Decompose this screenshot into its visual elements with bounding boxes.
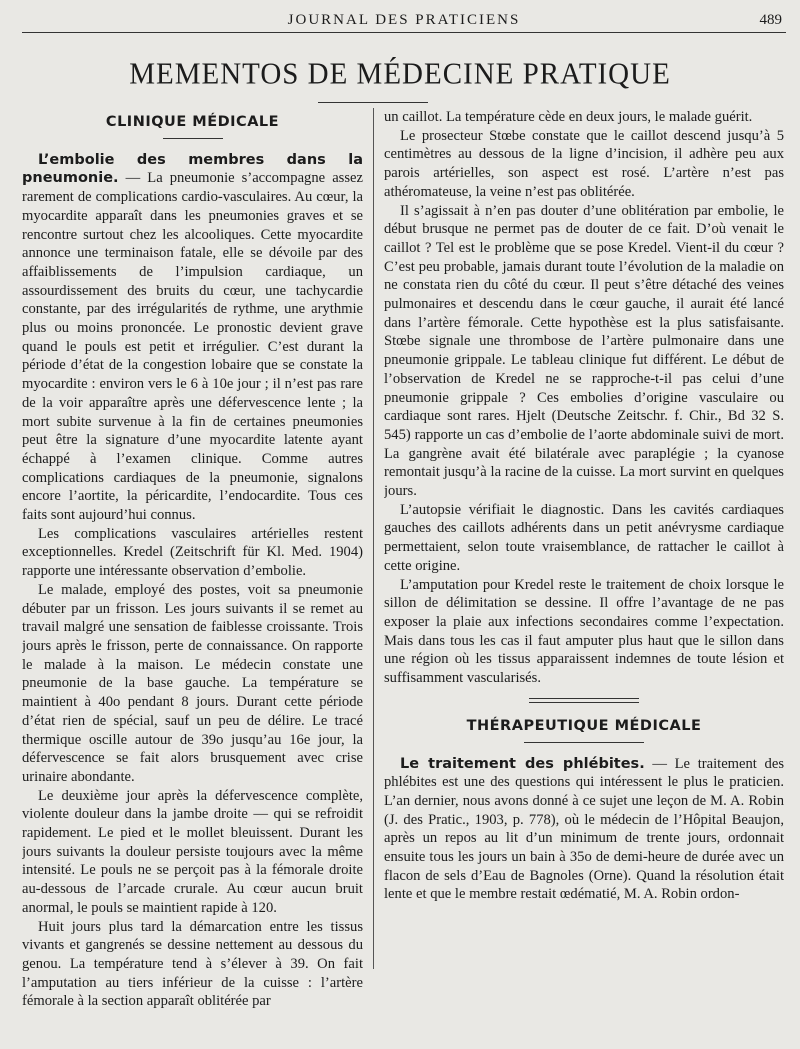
article-paragraph-intro — [384, 755, 784, 905]
section-rule — [163, 138, 223, 139]
body-paragraph: Le prosecteur Stœbe constate que le caillot descend jusqu’à 5 centimètres au dessous de la ligne d’incision, il adhère peu aux parois artérielles, son aspect est rosé. L’artère n’est pas athéromateuse, la veine n’est pas oblitérée. — [384, 127, 784, 200]
left-column — [22, 108, 363, 1029]
right-column — [384, 108, 784, 1029]
article-paragraph-intro — [22, 151, 363, 525]
section-break-rule — [529, 698, 639, 703]
body-paragraph: Les complications vasculaires artérielles restent exceptionnelles. Kredel (Zeitschrift für Kl. Med. 1904) rapporte une intéressante observation d’embolie. — [22, 525, 363, 580]
body-paragraph: Il s’agissait à n’en pas douter d’une oblitération par embolie, le début brusque ne permet pas de douter de ce fait. D’où venait le caillot ? Tel est le problème que se pose Kredel. Vient-il du cœur ? C’est peu probable, jamais durant toute l’évolution de la maladie on ne constata rien du côté du cœur. Il peut s’être détaché des veines pulmonaires et descendu dans le cœur gauche, il aurait été lancé dans l’artère fémorale. Cette hypothèse est la plus satisfaisante. Stœbe signale une thrombose de l’artère pulmonaire dans une pneumonie grippale. Le tableau clinique fut différent. Le début de l’observation de Kredel ne se rapproche-t-il pas celui d’une pneumonie grippale ? Ces embolies d’origine vasculaire ou cardiaque sont rares. Hjelt (Deutsche Zeitschr. f. Chir., Bd 32 S. 545) rapporte un cas d’embolie de l’aorte abdominale suivi de mort. La gangrène avait été bilatérale avec paraplégie ; la cyanose remontait jusqu’à la racine de la cuisse. La mort survint en quelques jours. — [384, 202, 784, 500]
body-paragraph: L’amputation pour Kredel reste le traitement de choix lorsque le sillon de délimitation se dessine. Il offre l’avantage de ne pas exposer la plaie aux infections secondaires comme l’expectation. Mais dans tous les cas il faut amputer plus haut que le sillon dans une région où les tissus apparaissent indemnes de toute lésion et suffisamment vascularisés. — [384, 576, 784, 687]
body-paragraph: Huit jours plus tard la démarcation entre les tissus vivants et gangrenés se dessine nettement au dessous du genou. La température tend à s’élever à 39. On fait l’amputation au tiers inférieur de la cuisse : l’artère fémorale à la section apparaît oblitérée par — [22, 918, 363, 1010]
title-rule — [318, 102, 428, 103]
section-title-therapeutique: THÉRAPEUTIQUE MÉDICALE — [466, 717, 702, 734]
journal-title: JOURNAL DES PRATICIENS — [287, 12, 521, 28]
section-rule — [524, 742, 644, 743]
page-title: MEMENTOS DE MÉDECINE PRATIQUE — [129, 57, 671, 91]
continuation-paragraph: un caillot. La température cède en deux jours, le malade guérit. — [384, 109, 753, 125]
page-number: 489 — [759, 12, 782, 28]
body-paragraph: L’autopsie vérifiait le diagnostic. Dans les cavités cardiaques gauches des caillots adhérents dans un petit anévrysme cardiaque permettaient, selon toute vraisemblance, de rattacher le caillot à cette origine. — [384, 501, 784, 574]
column-divider — [373, 108, 374, 969]
article-title-embolie: L’embolie des membres dans la pneumonie. — [22, 151, 363, 187]
running-header — [22, 10, 786, 33]
body-paragraph: Le deuxième jour après la défervescence complète, violente douleur dans la jambe droite — qui se refroidit rapidement. Le pied et le mollet bleuissent. Durant les jours suivants la douleur persiste toujours avec la même intensité. Le pouls ne se perçoit pas à la fémorale droite au-dessous de l’arcade crurale. Au cœur aucun bruit anormal, le pouls se maintient rapide à 120. — [22, 787, 363, 916]
article-title-phlebites: Le traitement des phlébites. — [400, 755, 645, 772]
body-paragraph: Le malade, employé des postes, voit sa pneumonie débuter par un frisson. Les jours suivants il se remet au travail malgré une sensation de faiblesse croissante. Trois jours après le frisson, perte de connaissance. On rapporte le malade à la maison. Le médecin constate une pneumonie de la base gauche. La température se maintient à 40o pendant 8 jours. Durant cette période d’état rien de spécial, sauf un peu de délire. Le tracé thermique oscille autour de 39o jusqu’au 16e jour, la défervescence se fait alors brusquement avec crise urinaire abondante. — [22, 581, 363, 785]
section-title-clinique: CLINIQUE MÉDICALE — [105, 114, 280, 130]
article-intro-text: — Le traitement des phlébites est une des questions qui intéressent le plus le praticien. L’an dernier, nous avons donné à ce sujet une leçon de M. A. Robin (J. des Pratic., 1903, p. 778), où le médecin de l’Hôpital Beaujon, après un repos au lit d’un minimum de trente jours, ordonnait ensuite tous les jours un bain à 35o de demi-heure de durée avec un flacon de sels d’Eau de Bagnoles (Orne). Quand la résolution était lente et que le membre restait œdématié, M. A. Robin ordon- — [384, 755, 784, 903]
article-intro-text: — La pneumonie s’accompagne assez rarement de complications cardio-vasculaires. Au cœur, la myocardite apparaît dans les pneumonies graves et se rencontre surtout chez les alcooliques. Cette myocardite annonce une terminaison fatale, elle se dévoile par des affaiblissements de l’impulsion cardiaque, un assourdissement des bruits du cœur, une tachycardie constante, par des irrégularités de rythme, une arythmie plus ou moins prononcée. Le pronostic devient grave quand le pouls est petit et irrégulier. C’est durant la période d’état de la congestion lobaire que se constate la myocardite : environ vers le 6 à 10e jour ; il n’est pas rare de la voir apparaître après une défervescence lente ; la mort subite survenue à la fin de certaines pneumonies peut être la signature d’une myocardite latente ayant échappé à l’examen clinique. Comme autres complications cardiaques de la pneumonie, signalons encore l’aortite, la péricardite, l’endocardite. Tous ces faits sont aujourd’hui connus. — [22, 170, 363, 524]
